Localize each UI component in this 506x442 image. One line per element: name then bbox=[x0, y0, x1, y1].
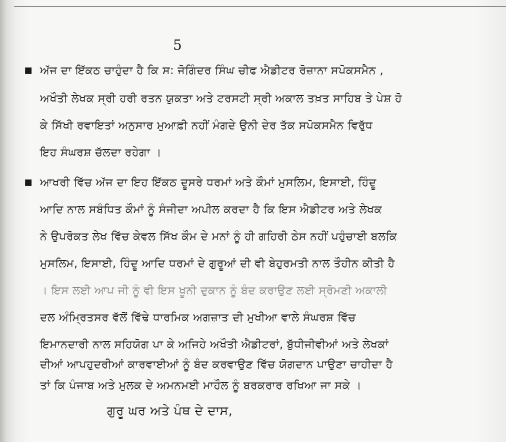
paragraph-2-line-6: ਦਲ ਅੰਮ੍ਰਿਤਸਰ ਵੱਲੋਂ ਵਿੱਢੇ ਧਾਰਮਿਕ ਅਗਜ਼ਾਤ ਦੀ ਮੁਖੀਆ ਵਾਲੇ ਸੰਘਰਸ਼ ਵਿੱਚ bbox=[40, 311, 356, 324]
paragraph-2-line-9: ਤਾਂ ਕਿ ਪੰਜਾਬ ਅਤੇ ਮੁਲਕ ਦੇ ਅਮਨਮਈ ਮਾਹੌਲ ਨੂੰ ਬਰਕਰਾਰ ਰਖਿਆ ਜਾ ਸਕੇ । bbox=[40, 379, 362, 392]
paragraph-1-line-2: ਅਖੌਤੀ ਲੇਖਕ ਸ੍ਰੀ ਹਰੀ ਰਤਨ ਯੁਕਤਾ ਅਤੇ ਟਰਸਟੀ ਸ੍ਰੀ ਅਕਾਲ ਤਖ਼ਤ ਸਾਹਿਬ ਤੇ ਪੇਸ਼ ਹੋ bbox=[40, 92, 403, 105]
paragraph-2-line-3: ਨੇ ਉਪਰੋਕਤ ਲੇਖ ਵਿੱਚ ਕੇਵਲ ਸਿੱਖ ਕੌਮ ਦੇ ਮਨਾਂ ਨੂੰ ਹੀ ਗਹਿਰੀ ਠੇਸ ਨਹੀਂ ਪਹੁੰਚਾਈ ਬਲਕਿ bbox=[40, 230, 398, 243]
paragraph-2-line-4: ਮੁਸਲਿਮ, ਇਸਾਈ, ਹਿੰਦੂ ਆਦਿ ਧਰਮਾਂ ਦੇ ਗੁਰੂਆਂ ਦੀ ਵੀ ਬੇਹੁਰਮਤੀ ਨਾਲ ਤੌਹੀਨ ਕੀਤੀ ਹੈ bbox=[40, 257, 395, 270]
paragraph-2-line-7: ਇਮਾਨਦਾਰੀ ਨਾਲ ਸਹਿਯੋਗ ਪਾ ਕੇ ਅਜਿਹੇ ਅਖੌਤੀ ਐਡੀਟਰਾਂ, ਬੁੱਧੀਜੀਵੀਆਂ ਅਤੇ ਲੇਖਕਾਂ bbox=[40, 338, 389, 351]
paragraph-2-line-5: । ਇਸ ਲਈ ਆਪ ਜੀ ਨੂੰ ਵੀ ਇਸ ਖੂਨੀ ਦੁਕਾਨ ਨੂੰ ਬੰਦ ਕਰਾਉਣ ਲਈ ਸ੍ਰੋਮਣੀ ਅਕਾਲੀ bbox=[40, 284, 388, 297]
paragraph-1-line-3: ਕੇ ਸਿੱਖੀ ਰਵਾਇਤਾਂ ਅਨੁਸਾਰ ਮੁਆਫ਼ੀ ਨਹੀਂ ਮੰਗਦੇ ਉਨੀ ਦੇਰ ਤੱਕ ਸਪੋਕਸਮੈਨ ਵਿਰੁੱਧ bbox=[40, 119, 373, 132]
top-rule bbox=[14, 6, 506, 7]
paragraph-2-line-1: ਆਖਰੀ ਵਿੱਚ ਅੱਜ ਦਾ ਇਹ ਇੱਕਠ ਦੂਸਰੇ ਧਰਮਾਂ ਅਤੇ ਕੌਮਾਂ ਮੁਸਲਿਮ, ਇਸਾਈ, ਹਿੰਦੂ bbox=[40, 176, 377, 189]
bullet-point: ▪ bbox=[24, 63, 33, 78]
paragraph-1-line-4: ਇਹ ਸੰਘਰਸ਼ ਚੱਲਦਾ ਰਹੇਗਾ । bbox=[40, 146, 162, 159]
paragraph-1-line-1: ਅੱਜ ਦਾ ਇੱਕਠ ਚਾਹੁੰਦਾ ਹੈ ਕਿ ਸ: ਜੋਗਿੰਦਰ ਸਿੰਘ ਚੀਫ ਐਡੀਟਰ ਰੋਜ਼ਾਨਾ ਸਪੋਕਸਮੈਨ , bbox=[40, 64, 384, 77]
closing-signature: ਗੁਰੂ ਘਰ ਅਤੇ ਪੰਥ ਦੇ ਦਾਸ, bbox=[107, 403, 233, 418]
bullet-point: ▪ bbox=[24, 175, 33, 190]
paragraph-2-line-8: ਦੀਆਂ ਆਪਹੁਦਰੀਆਂ ਕਾਰਵਾਈਆਂ ਨੂੰ ਬੰਦ ਕਰਵਾਉਣ ਵਿੱਚ ਯੋਗਦਾਨ ਪਾਉਣਾ ਚਾਹੀਦਾ ਹੈ bbox=[40, 358, 393, 371]
page-number: 5 bbox=[173, 38, 182, 54]
scan-edge-shadow bbox=[0, 0, 16, 442]
paragraph-2-line-2: ਆਦਿ ਨਾਲ ਸਬੰਧਿਤ ਕੌਮਾਂ ਨੂੰ ਸੰਜੀਦਾ ਅਪੀਲ ਕਰਦਾ ਹੈ ਕਿ ਇਸ ਐਡੀਟਰ ਅਤੇ ਲੇਖਕ bbox=[40, 203, 383, 216]
